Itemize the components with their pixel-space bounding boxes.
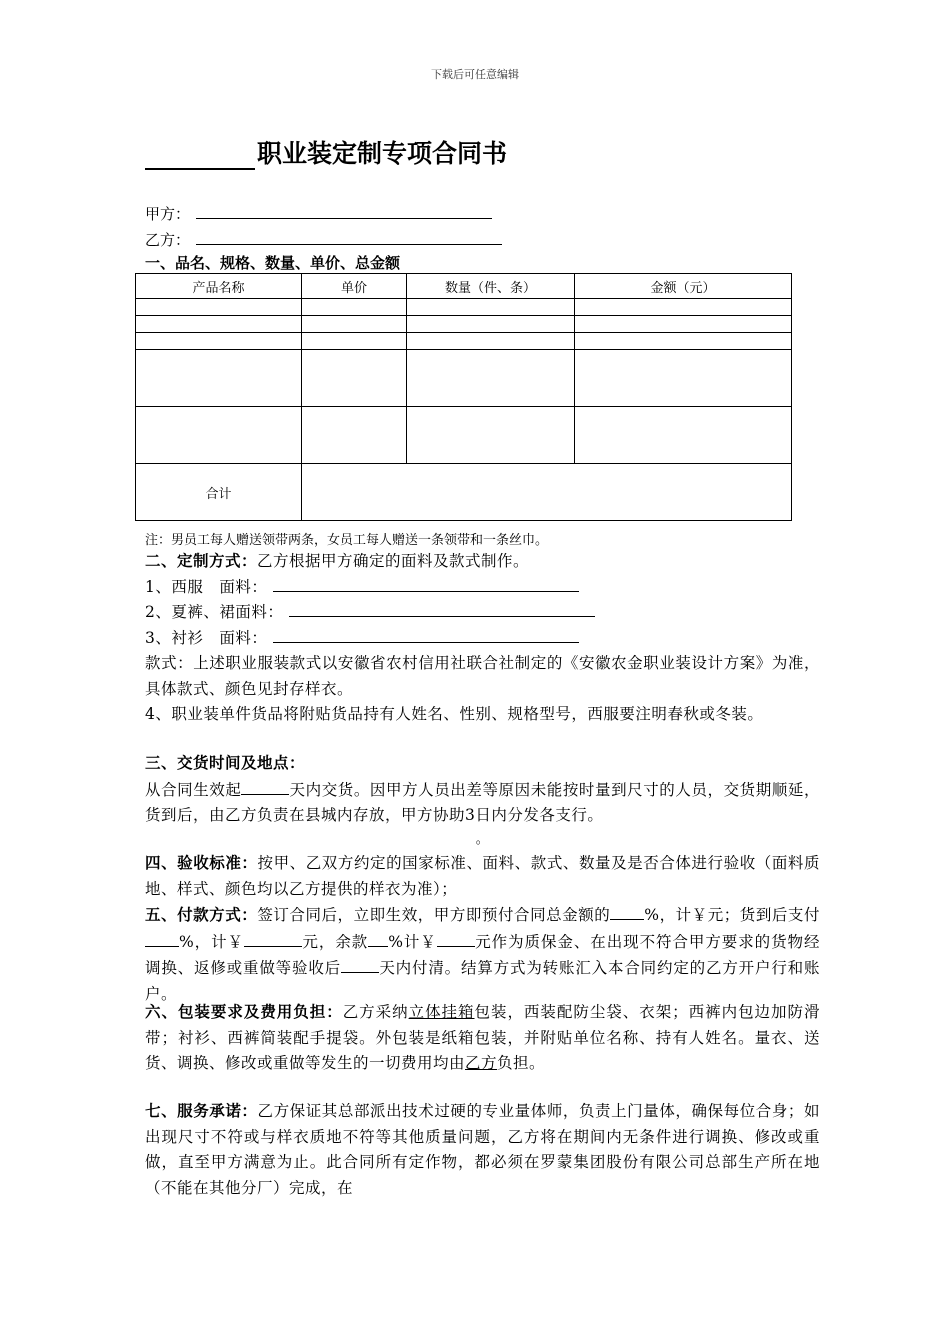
section5-t3: 元；货到后支付 <box>707 906 820 924</box>
page-header-note: 下载后可任意编辑 <box>431 68 519 81</box>
product-table <box>135 273 792 521</box>
party-b-line <box>196 229 502 245</box>
section3-title <box>145 751 820 777</box>
party-a-label: 甲方： <box>145 205 191 223</box>
title-text: 职业装定制专项合同书 <box>257 139 508 168</box>
table-row <box>136 316 792 333</box>
cost-bearer: 乙方 <box>465 1054 498 1072</box>
payment-days-blank <box>341 955 379 973</box>
section3-text-b: 天内交货。因甲方人员出差等原因未能按时量到尺寸的人员，交货期顺延，货到后，由乙方负责在县城内存放，甲方协助3日内分发各支行。 <box>145 780 820 824</box>
table-row <box>136 333 792 350</box>
section4-title: 四、验收标准： <box>145 854 258 872</box>
balance-percent-blank <box>368 929 388 947</box>
col-amount: 金额（元） <box>575 274 792 299</box>
section5-t5: 元，余款 <box>302 932 369 951</box>
fabric-trousers-label: 2、夏裤、裙面料： <box>145 603 284 621</box>
section6-t2: 包装，西装配防尘袋、衣架；西裤内包边加防滑带；衬衫、西裤简装配手提袋。外包装是纸箱包装，并附贴单位名称、持有人姓名。量衣、送货、调换、修改或重做等发生的一切费用均由 <box>145 1003 820 1072</box>
fabric-suit-label: 1、西服 面料： <box>145 577 268 596</box>
party-b-label: 乙方： <box>145 231 191 249</box>
fabric-suit-line <box>273 575 579 592</box>
fabric-shirt-line <box>273 626 579 643</box>
total-value <box>302 464 792 521</box>
packaging-type: 立体挂箱 <box>408 1003 475 1021</box>
party-b <box>145 229 502 250</box>
fabric-suit <box>145 575 820 601</box>
section5-t7: 元作为质保金、在出现不符合甲方要求的货物经调换、返修或重做等验收后 <box>145 932 820 977</box>
section3-text-a: 从合同生效起 <box>145 780 242 799</box>
delivery-amount-blank <box>244 929 302 947</box>
table-header-row <box>136 274 792 299</box>
section7 <box>145 1099 820 1201</box>
section3-text <box>145 777 820 829</box>
section2-heading <box>145 549 820 575</box>
table-row <box>136 299 792 316</box>
section5-title: 五、付款方式： <box>145 906 258 924</box>
section4 <box>145 851 820 902</box>
section3-trailing: 。 <box>475 831 490 847</box>
total-label: 合计 <box>136 464 302 521</box>
table-total-row <box>136 464 792 521</box>
section5-t2: %，计￥ <box>644 906 708 924</box>
col-quantity: 数量（件、条） <box>407 274 575 299</box>
section7-title: 七、服务承诺： <box>145 1102 258 1120</box>
section3 <box>145 751 820 851</box>
style-text: 款式：上述职业服装款式以安徽省农村信用社联合社制定的《安徽农金职业装设计方案》为准，具体款式、颜色见封存样衣。 <box>145 654 820 698</box>
section2-text: 乙方根据甲方确定的面料及款式制作。 <box>257 552 530 570</box>
table-row <box>136 407 792 464</box>
section5-t1: 签订合同后，立即生效，甲方即预付合同总金额的 <box>257 906 611 924</box>
section2-title: 二、定制方式： <box>145 552 258 570</box>
prepay-percent-blank <box>610 902 644 920</box>
section5-t8: 天内付清。结算方式为转账汇入本合同约定的乙方开户行和账户。 <box>145 959 820 1003</box>
label-text: 4、职业装单件货品将附贴货品持有人姓名、性别、规格型号，西服要注明春秋或冬装。 <box>145 705 764 723</box>
warranty-amount-blank <box>437 929 475 947</box>
table-row <box>136 350 792 407</box>
section7-text: 乙方保证其总部派出技术过硬的专业量体师，负责上门量体，确保每位合身；如出现尺寸不符或与样衣质地不符等其他质量问题，乙方将在期间内无条件进行调换、修改或重做，直至甲方满意为止。此合同所有定作物，都必须在罗蒙集团股份有限公司总部生产所在地（不能在其他分厂）完成，在 <box>145 1102 820 1197</box>
title-blank <box>145 142 255 170</box>
section2 <box>145 549 820 728</box>
section6 <box>145 1000 820 1077</box>
delivery-days-blank <box>241 777 289 795</box>
section5-t6: %计￥ <box>388 932 437 951</box>
page-title <box>145 134 507 170</box>
section3-title-text: 三、交货时间及地点： <box>145 754 306 772</box>
party-a <box>145 203 492 224</box>
col-unit-price: 单价 <box>302 274 407 299</box>
fabric-trousers-line <box>289 600 595 617</box>
section6-t3: 负担。 <box>497 1054 546 1072</box>
delivery-percent-blank <box>145 929 179 947</box>
gift-note: 注：男员工每人赠送领带两条，女员工每人赠送一条领带和一条丝巾。 <box>145 533 549 548</box>
section6-t1: 乙方采纳 <box>342 1003 409 1021</box>
fabric-shirt <box>145 626 820 652</box>
section5 <box>145 902 820 1007</box>
section1-title: 一、品名、规格、数量、单价、总金额 <box>145 254 401 272</box>
section6-title: 六、包装要求及费用负担： <box>145 1003 343 1021</box>
section5-t4: %，计￥ <box>179 932 244 951</box>
fabric-shirt-label: 3、衬衫 面料： <box>145 628 268 647</box>
party-a-line <box>196 203 492 219</box>
fabric-trousers <box>145 600 820 626</box>
col-product-name: 产品名称 <box>136 274 302 299</box>
section4-text: 按甲、乙双方约定的国家标准、面料、款式、数量及是否合体进行验收（面料质地、样式、颜色均以乙方提供的样衣为准）； <box>145 854 820 898</box>
